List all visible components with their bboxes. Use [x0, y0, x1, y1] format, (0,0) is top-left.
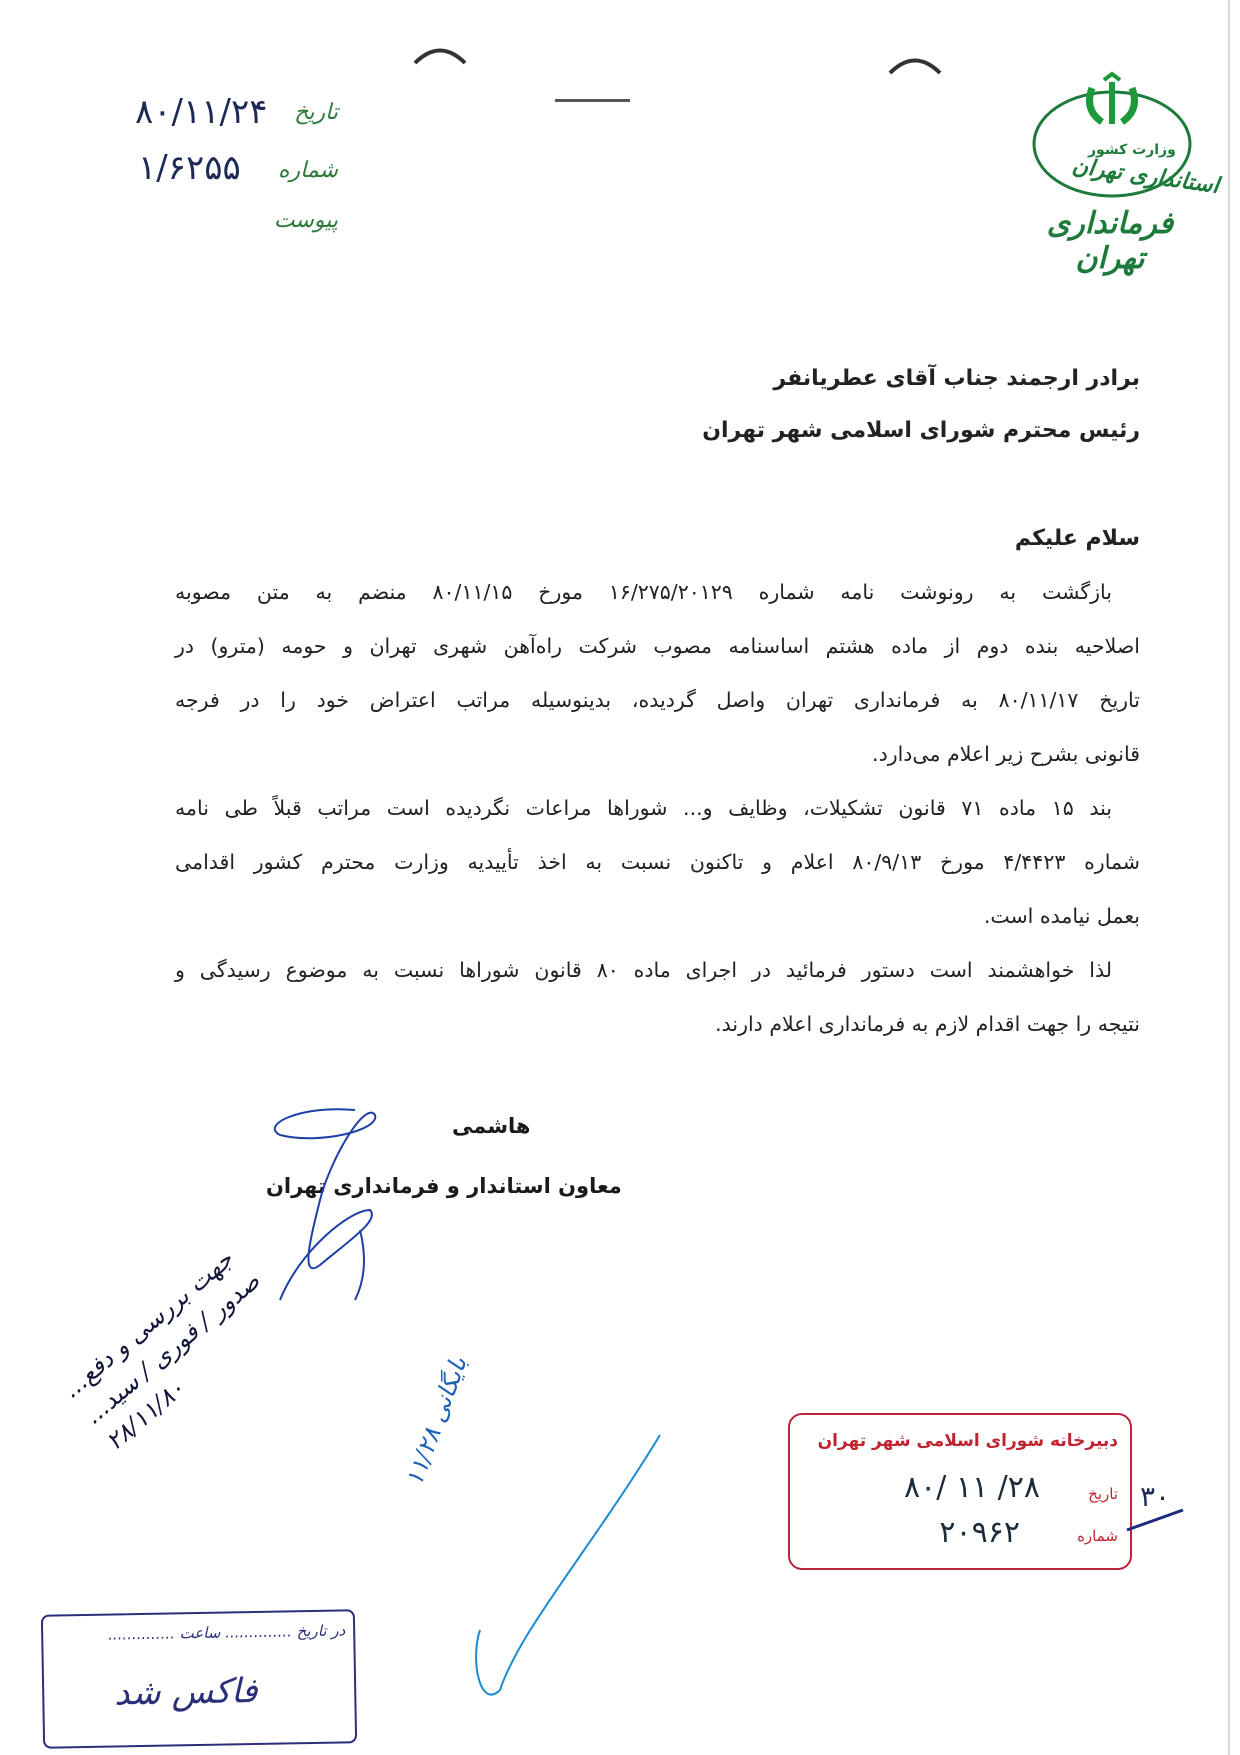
scan-mark-icon [885, 48, 945, 78]
receipt-stamp [788, 1413, 1132, 1570]
page-edge [1228, 0, 1230, 1755]
stamp-number-label: شماره [1077, 1527, 1118, 1545]
handwritten-note-center: بایگانی ۱۱/۲۸ [400, 1352, 473, 1490]
body-line: بعمل نیامده است. [983, 904, 1140, 928]
scan-line [555, 99, 630, 102]
stamp-side-note: ۳۰ [1140, 1480, 1171, 1513]
stamp-date-value: ۸۰/ ۱۱ /۲۸ [904, 1470, 1040, 1505]
ministry-text: وزارت کشور [1088, 142, 1176, 158]
greeting: سلام علیکم [1014, 526, 1140, 551]
fax-date-time-row: در تاریخ .............. ساعت .............. [107, 1621, 346, 1644]
body-line: بازگشت به رونوشت نامه شماره ۱۶/۲۷۵/۲۰۱۲۹ مورخ ۸۰/۱۱/۱۵ منضم به متن مصوبه [175, 580, 1113, 604]
fax-sent-text: فاکس شد [113, 1670, 258, 1714]
body-line: نتیجه را جهت اقدام لازم به فرمانداری اعلام دارند. [715, 1012, 1140, 1036]
office-title: فرمانداری تهران [1046, 206, 1174, 276]
body-line: اصلاحیه بنده دوم از ماده هشتم اساسنامه مصوب شرکت راه‌آهن شهری تهران و حومه (مترو) در [175, 634, 1140, 658]
recipient-line-2: رئیس محترم شورای اسلامی شهر تهران [702, 418, 1140, 443]
letter-body [175, 565, 1140, 1051]
pen-stroke-icon [1125, 1505, 1185, 1535]
number-label: شماره [277, 158, 338, 183]
body-line: تاریخ ۸۰/۱۱/۱۷ به فرمانداری تهران واصل گردیده، بدینوسیله مراتب اعتراض خود را در فرجه [175, 688, 1140, 712]
stamp-number-value: ۲۰۹۶۲ [939, 1515, 1020, 1550]
body-line: بند ۱۵ ماده ۷۱ قانون تشکیلات، وظایف و... شوراها مراعات نگردیده است مراتب قبلاً طی نامه [175, 796, 1112, 820]
signer-name: هاشمی [452, 1114, 531, 1138]
body-line: لذا خواهشمند است دستور فرمائید در اجرای ماده ۸۰ قانون شوراها نسبت به موضوع رسیدگی و [175, 958, 1112, 982]
body-line: شماره ۴/۴۴۲۳ مورخ ۸۰/۹/۱۳ اعلام و تاکنون نسبت به اخذ تأییدیه وزارت محترم کشور اقدامی [175, 850, 1140, 874]
emblem-icon [1020, 66, 1221, 206]
recipient-line-1: برادر ارجمند جناب آقای عطریانفر [773, 366, 1140, 391]
stamp-date-label: تاریخ [1088, 1485, 1118, 1503]
letterhead-logo [1020, 66, 1221, 276]
fax-stamp [41, 1609, 357, 1748]
signature-scribble-icon [260, 1100, 460, 1310]
routing-stroke-icon [440, 1430, 670, 1710]
governorate-text: استانداری تهران [1070, 153, 1221, 199]
body-line: قانونی بشرح زیر اعلام می‌دارد. [872, 742, 1140, 766]
number-value: ۱/۶۲۵۵ [138, 148, 241, 188]
handwritten-note-left: جهت بررسی و دفع... صدور / فوری / سید... ۲۸/۱۱/۸۰ [56, 1245, 266, 1456]
stamp-organization: دبیرخانه شورای اسلامی شهر تهران [817, 1431, 1118, 1451]
attachment-label: پیوست [273, 208, 338, 233]
signer-title: معاون استاندار و فرمانداری تهران [266, 1174, 622, 1198]
scan-mark-icon [410, 38, 470, 68]
date-label: تاریخ [294, 100, 338, 125]
date-value: ۸۰/۱۱/۲۴ [135, 92, 268, 132]
